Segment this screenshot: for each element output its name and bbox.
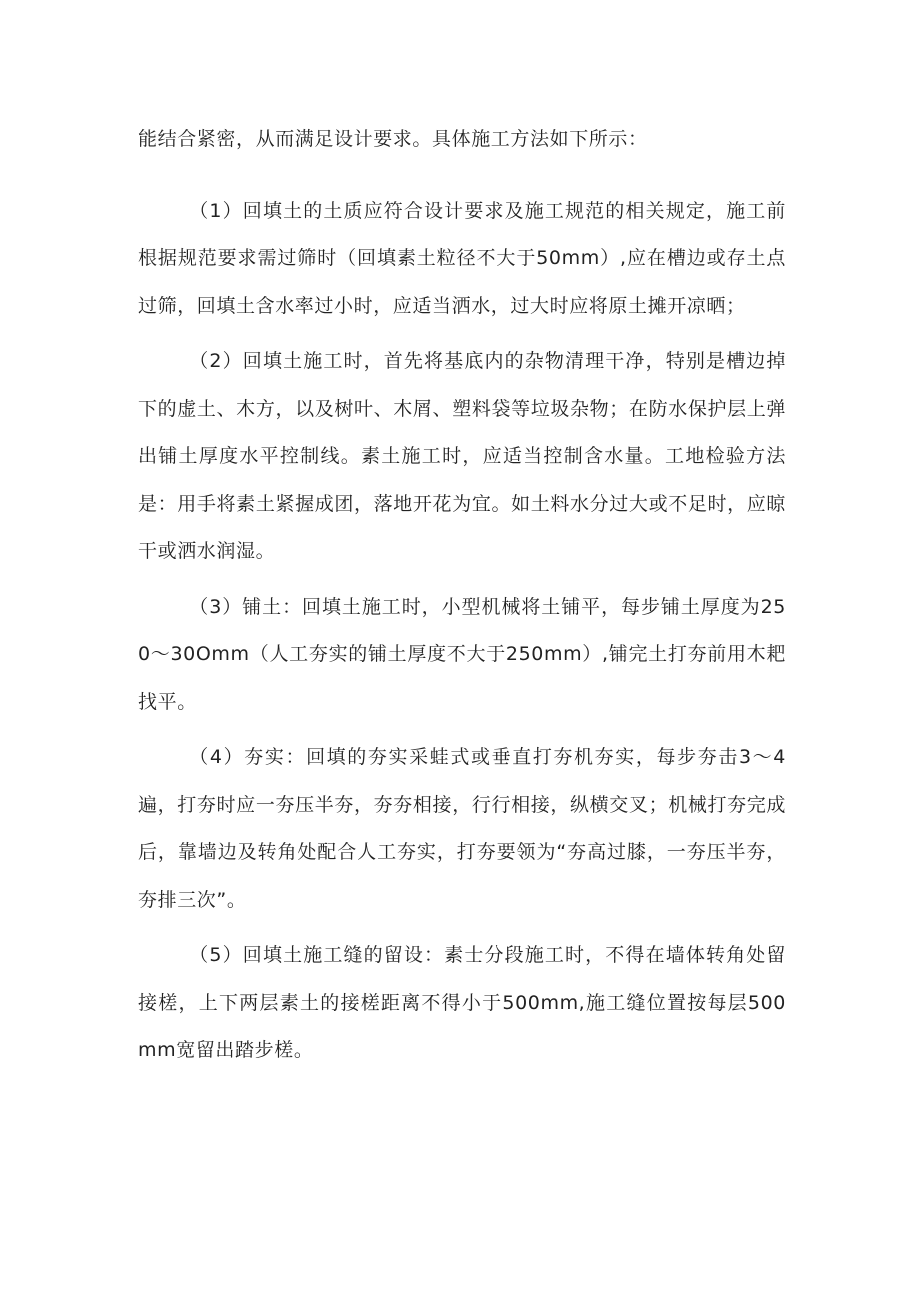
- paragraph-step-2: （2）回填土施工时，首先将基底内的杂物清理干净，特别是槽边掉下的虚土、木方，以及树叶、木屑、塑料袋等垃圾杂物；在防水保护层上弹出铺土厚度水平控制线。素土施工时，应适当控制含水量。工地检验方法是：用手将素土紧握成团，落地开花为宜。如土料水分过大或不足时，应晾干或洒水润湿。: [138, 350, 786, 562]
- paragraph-step-1: （1）回填土的土质应符合设计要求及施工规范的相关规定，施工前根据规范要求需过筛时（回填素土粒径不大于50mm）,应在槽边或存土点过筛，回填土含水率过小时，应适当洒水，过大时应将原土摊开凉晒；: [138, 199, 786, 317]
- document-body: [138, 116, 786, 1075]
- paragraph-step-3: （3）铺土：回填土施工时，小型机械将土铺平，每步铺土厚度为250～30Omm（人工夯实的铺土厚度不大于250mm）,铺完土打夯前用木耙找平。: [138, 595, 786, 713]
- paragraph-step-5: （5）回填土施工缝的留设：素士分段施工时，不得在墙体转角处留接槎，上下两层素土的接槎距离不得小于500mm,施工缝位置按每层500mm宽留出踏步槎。: [138, 944, 786, 1061]
- paragraph-intro: 能结合紧密，从而满足设计要求。具体施工方法如下所示：: [138, 128, 648, 150]
- paragraph-step-4: （4）夯实：回填的夯实采蛙式或垂直打夯机夯实，每步夯击3～4遍，打夯时应一夯压半夯，夯夯相接，行行相接，纵横交叉；机械打夯完成后，靠墙边及转角处配合人工夯实，打夯要领为“夯高过膝，一夯压半夯，夯排三次”。: [138, 746, 786, 911]
